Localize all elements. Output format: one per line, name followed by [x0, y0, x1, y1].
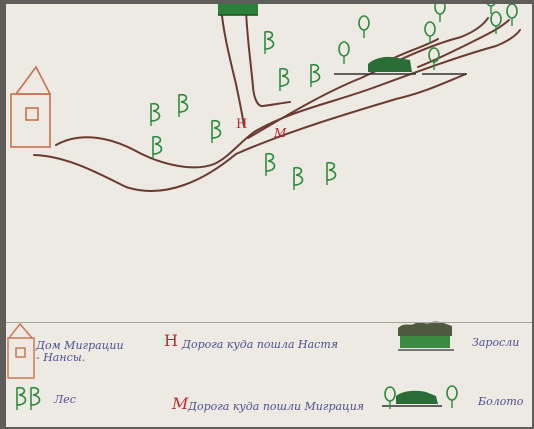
house-icon: [11, 67, 50, 147]
tree-icon: [435, 4, 445, 22]
road-lines: [34, 6, 520, 191]
road-down-left: [221, 6, 244, 126]
legend-swamp-label: Болото: [478, 395, 524, 408]
legend-forest-label: Лес: [54, 393, 76, 406]
tree-icon: [339, 42, 349, 64]
tree-icon: [265, 32, 274, 54]
tree-icon: [266, 154, 275, 176]
tree-icon: [212, 121, 221, 143]
legend-swamp-icon: [382, 386, 457, 409]
tree-icon: [311, 65, 320, 87]
road-lower: [34, 74, 466, 191]
paper-sheet: [6, 4, 532, 427]
legend-house-icon: [8, 324, 34, 378]
legend-thicket-icon: [398, 321, 454, 350]
tree-icon: [359, 16, 369, 38]
tree-icon: [151, 104, 160, 126]
road-upper: [248, 18, 488, 138]
route-marker-m: М: [274, 126, 287, 140]
legend-forest-icon: [17, 388, 40, 410]
forest-trees: [151, 4, 517, 190]
route-marker-h: Н: [236, 117, 248, 132]
legend-thicket-label: Заросли: [472, 336, 520, 349]
legend-house-line1: Дом Миграции: [36, 339, 124, 352]
road-middle: [56, 30, 520, 167]
legend-route-m-letter: М: [172, 394, 189, 413]
thicket-icon: [218, 4, 258, 15]
legend-divider: [6, 322, 532, 323]
legend-route-m-label: Дорога куда пошли Миграция: [188, 400, 365, 413]
tree-icon: [327, 163, 336, 185]
swamp-icon: [334, 57, 466, 74]
legend-house-label: [36, 340, 124, 364]
tree-icon: [179, 95, 188, 117]
legend-house-line2: - Нансы.: [36, 351, 86, 364]
tree-icon: [153, 137, 162, 159]
tree-icon: [294, 168, 303, 190]
tree-icon: [507, 4, 517, 26]
legend-route-h-letter: Н: [164, 331, 178, 350]
road-down-right: [246, 10, 290, 106]
legend-route-h-label: Дорога куда пошла Настя: [182, 338, 339, 351]
tree-icon: [280, 69, 289, 91]
